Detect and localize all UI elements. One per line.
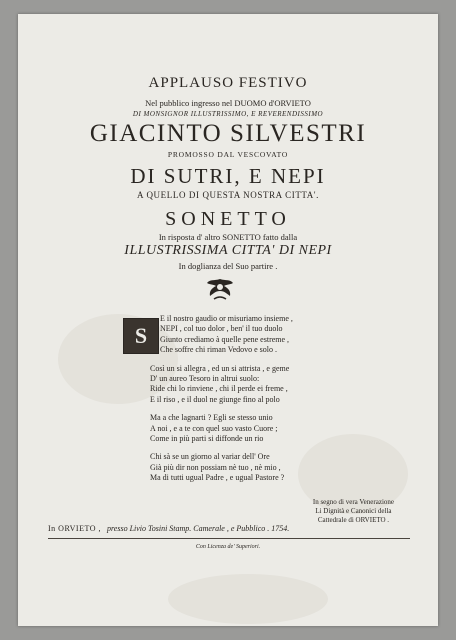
response-line: In risposta d' altro SONETTO fatto dalla	[158, 232, 298, 242]
city-line: A QUELLO DI QUESTA NOSTRA CITTA'.	[137, 190, 319, 200]
lament-line: In doglianza del Suo partire .	[178, 261, 278, 271]
verse-line: E il nostro gaudio or misuriamo insieme ,	[160, 314, 293, 323]
initial-letter: S	[134, 323, 148, 348]
subtitle-entry: Nel pubblico ingresso nel DUOMO d'ORVIETO	[145, 98, 311, 108]
see-name: DI SUTRI, E NEPI	[130, 164, 326, 188]
verse-line: Così un si allegra , ed un si attrista , e geme	[150, 363, 290, 373]
sonnet	[150, 314, 400, 492]
verse-line: Ride chi lo rinviene , chi il perde ei freme ,	[150, 384, 288, 394]
genre-heading: SONETTO	[165, 208, 291, 230]
imprint-rule	[48, 538, 410, 539]
city-heading: ILLUSTRISSIMA CITTA' DI NEPI	[124, 243, 332, 258]
paper-stain	[168, 574, 328, 624]
imprint	[48, 524, 410, 533]
stanza	[150, 413, 400, 444]
broadside-sheet	[18, 14, 438, 626]
verse-line: A noi , e a te con quel suo vasto Cuore ;	[150, 423, 278, 433]
verse-line: Che soffre chi riman Vedovo e solo .	[160, 345, 278, 355]
title: APPLAUSO FESTIVO	[148, 75, 308, 91]
verse-line: Giunto crediamo à quelle pene estreme ,	[160, 334, 290, 344]
verse-line: D' un aureo Tesoro in altrui suolo:	[150, 374, 260, 384]
stanza	[150, 364, 400, 406]
promotion-line: PROMOSSO DAL VESCOVATO	[167, 150, 289, 159]
verse-line: E il riso , e il duol ne giunge fino al polo	[150, 394, 280, 404]
verse-line: Già più dir non possiam nè tuo , nè mio ,	[150, 462, 281, 472]
fleuron-icon	[204, 277, 236, 303]
verse-line: Ma a che lagnarti ? Egli se stesso unio	[150, 413, 273, 423]
stanza	[150, 452, 400, 483]
verse-line: NEPI , col tuo dolor , ben' il tuo duolo	[160, 324, 283, 334]
stanza	[160, 314, 400, 356]
licence-line: Con Licenza de' Superiori.	[195, 544, 261, 550]
dedication-line: In segno di vera Venerazione	[312, 498, 394, 506]
verse-line: Ma di tutti ugual Padre , e ugual Pastore ?	[150, 473, 285, 483]
verse-line: Come in più parti si diffonde un rio	[150, 434, 264, 444]
dedication	[313, 498, 394, 525]
verse-line: Chi sà se un giorno al variar dell' Ore	[150, 452, 270, 462]
dedication-line: Cattedrale di ORVIETO .	[317, 516, 390, 524]
bishop-name: GIACINTO SILVESTRI	[89, 120, 367, 147]
imprint-place: In ORVIETO ,	[48, 524, 101, 533]
dedication-line: Li Dignità e Canonici della	[315, 507, 392, 515]
imprint-printer: presso Livio Tosini Stamp. Camerale , e Pubblico . 1754.	[106, 524, 290, 533]
subtitle-honorific: DI MONSIGNOR ILLUSTRISSIMO, E REVERENDISSIMO	[132, 110, 324, 118]
decorated-initial	[123, 318, 159, 354]
